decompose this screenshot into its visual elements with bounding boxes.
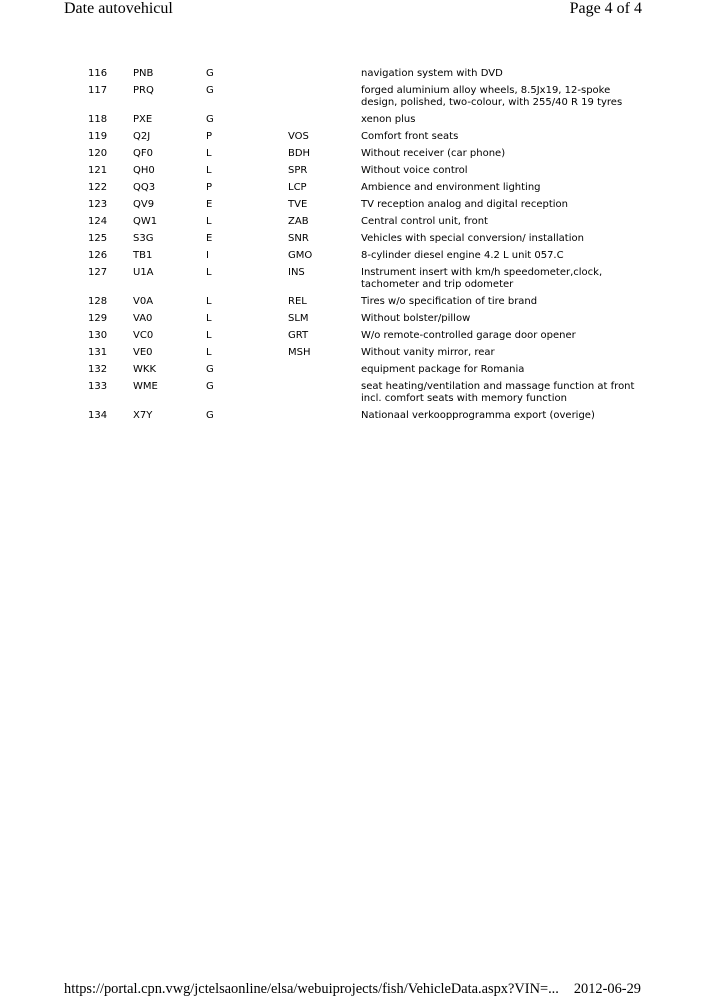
- row-number: 128: [88, 296, 108, 307]
- option-type: I: [206, 250, 209, 261]
- footer-date: 2012-06-29: [573, 981, 641, 997]
- option-description: Vehicles with special conversion/ installation: [361, 233, 584, 244]
- option-type: E: [206, 233, 213, 244]
- option-description: navigation system with DVD: [361, 68, 503, 79]
- footer-url: https://portal.cpn.vwg/jctelsaonline/elsa/webuiprojects/fish/VehicleData.aspx?VIN=...: [64, 981, 559, 997]
- option-family: BDH: [288, 148, 311, 159]
- option-type: L: [206, 330, 212, 341]
- option-description: Without vanity mirror, rear: [361, 347, 495, 358]
- option-code: PRQ: [133, 85, 154, 96]
- option-description: Ambience and environment lighting: [361, 182, 541, 193]
- option-description: Tires w/o specification of tire brand: [361, 296, 538, 307]
- option-type: P: [206, 182, 213, 193]
- row-number: 121: [88, 165, 108, 176]
- option-code: X7Y: [133, 410, 153, 421]
- option-code: QV9: [133, 199, 155, 210]
- option-family: INS: [288, 267, 305, 278]
- option-type: P: [206, 131, 213, 142]
- table-row: [0, 408, 706, 422]
- option-code: V0A: [133, 296, 154, 307]
- option-family: SNR: [288, 233, 309, 244]
- option-code: QQ3: [133, 182, 156, 193]
- row-number: 119: [88, 131, 108, 142]
- table-row: [0, 180, 706, 194]
- option-family: VOS: [288, 131, 309, 142]
- option-description: seat heating/ventilation and massage function at front incl. comfort seats with memory function: [361, 381, 635, 404]
- option-description: Instrument insert with km/h speedometer,clock, tachometer and trip odometer: [361, 267, 603, 290]
- option-description: Comfort front seats: [361, 131, 459, 142]
- table-row: [0, 248, 706, 262]
- table-row: [0, 328, 706, 342]
- option-type: G: [206, 364, 214, 375]
- option-family: SLM: [288, 313, 309, 324]
- option-type: L: [206, 165, 212, 176]
- row-number: 127: [88, 267, 108, 278]
- option-type: L: [206, 313, 212, 324]
- option-description: forged aluminium alloy wheels, 8.5Jx19, 12-spoke design, polished, two-colour, with 255/40 R 19 tyres: [361, 85, 623, 108]
- table-row: [0, 311, 706, 325]
- table-row: [0, 294, 706, 308]
- table-row: [0, 231, 706, 245]
- table-row: [0, 163, 706, 177]
- option-description: Nationaal verkoopprogramma export (overige): [361, 410, 595, 421]
- table-row: [0, 129, 706, 143]
- option-family: GMO: [288, 250, 313, 261]
- table-row: [0, 379, 706, 405]
- option-type: L: [206, 148, 212, 159]
- option-family: MSH: [288, 347, 311, 358]
- row-number: 131: [88, 347, 108, 358]
- page-number: Page 4 of 4: [569, 0, 642, 17]
- option-code: QH0: [133, 165, 155, 176]
- row-number: 129: [88, 313, 108, 324]
- option-description: W/o remote-controlled garage door opener: [361, 330, 576, 341]
- table-row: [0, 83, 706, 109]
- option-family: GRT: [288, 330, 309, 341]
- option-description: Central control unit, front: [361, 216, 488, 227]
- row-number: 116: [88, 68, 108, 79]
- row-number: 125: [88, 233, 108, 244]
- option-type: G: [206, 85, 214, 96]
- option-code: VE0: [133, 347, 153, 358]
- row-number: 117: [88, 85, 108, 96]
- row-number: 133: [88, 381, 108, 392]
- table-row: [0, 146, 706, 160]
- table-row: [0, 112, 706, 126]
- table-row: [0, 345, 706, 359]
- row-number: 130: [88, 330, 108, 341]
- row-number: 122: [88, 182, 108, 193]
- option-type: G: [206, 68, 214, 79]
- option-code: VC0: [133, 330, 154, 341]
- option-code: U1A: [133, 267, 154, 278]
- option-type: L: [206, 267, 212, 278]
- table-row: [0, 362, 706, 376]
- option-family: TVE: [288, 199, 308, 210]
- table-row: [0, 197, 706, 211]
- option-description: Without bolster/pillow: [361, 313, 471, 324]
- option-type: G: [206, 410, 214, 421]
- option-code: WME: [133, 381, 158, 392]
- option-type: L: [206, 347, 212, 358]
- equipment-table: [0, 66, 706, 425]
- option-description: Without voice control: [361, 165, 468, 176]
- option-code: Q2J: [133, 131, 151, 142]
- row-number: 118: [88, 114, 108, 125]
- table-row: [0, 214, 706, 228]
- row-number: 126: [88, 250, 108, 261]
- option-code: PXE: [133, 114, 153, 125]
- option-description: 8-cylinder diesel engine 4.2 L unit 057.C: [361, 250, 564, 261]
- option-type: L: [206, 216, 212, 227]
- option-code: TB1: [133, 250, 153, 261]
- option-code: S3G: [133, 233, 154, 244]
- option-type: G: [206, 114, 214, 125]
- option-family: ZAB: [288, 216, 309, 227]
- option-code: QF0: [133, 148, 153, 159]
- table-row: [0, 265, 706, 291]
- option-description: TV reception analog and digital reception: [361, 199, 568, 210]
- option-family: SPR: [288, 165, 308, 176]
- option-family: LCP: [288, 182, 307, 193]
- row-number: 132: [88, 364, 108, 375]
- option-type: E: [206, 199, 213, 210]
- option-code: WKK: [133, 364, 157, 375]
- table-row: [0, 66, 706, 80]
- option-type: G: [206, 381, 214, 392]
- option-description: equipment package for Romania: [361, 364, 525, 375]
- option-description: Without receiver (car phone): [361, 148, 506, 159]
- option-description: xenon plus: [361, 114, 416, 125]
- row-number: 120: [88, 148, 108, 159]
- option-code: PNB: [133, 68, 154, 79]
- option-type: L: [206, 296, 212, 307]
- option-code: QW1: [133, 216, 158, 227]
- page-title: Date autovehicul: [64, 0, 173, 17]
- row-number: 134: [88, 410, 108, 421]
- option-code: VA0: [133, 313, 153, 324]
- option-family: REL: [288, 296, 307, 307]
- row-number: 123: [88, 199, 108, 210]
- row-number: 124: [88, 216, 108, 227]
